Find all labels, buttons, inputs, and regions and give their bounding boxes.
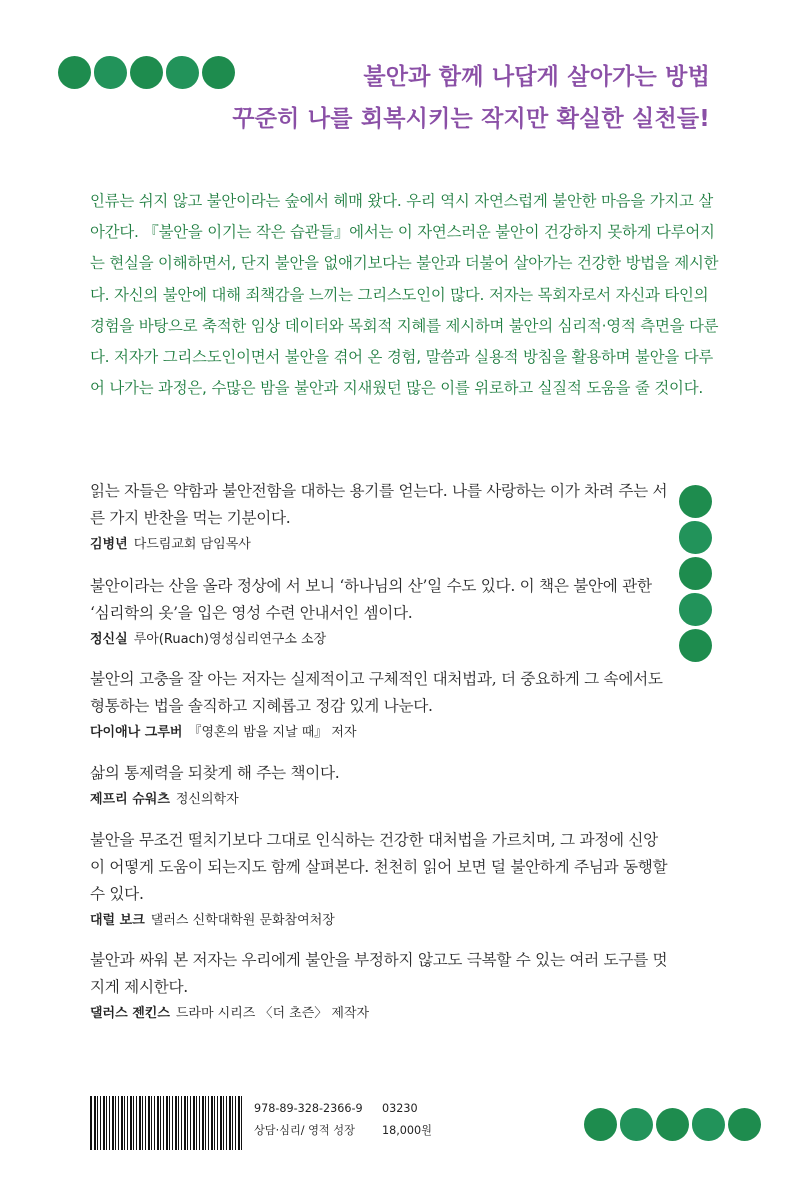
green-dot: [679, 557, 712, 590]
review-author: [90, 1002, 670, 1021]
review-text: 불안이라는 산을 올라 정상에 서 보니 ‘하나님의 산’일 수도 있다. 이 책은 불안에 관한 ‘심리학의 옷’을 입은 영성 수련 안내서인 셈이다.: [90, 577, 652, 622]
isbn-number: 978-89-328-2366-9: [254, 1102, 363, 1115]
green-dot: [202, 56, 235, 89]
book-info: [254, 1098, 432, 1142]
green-dot: [130, 56, 163, 89]
review-author: [90, 533, 670, 552]
reviewer-name: 대럴 보크: [90, 913, 145, 928]
review-text: 읽는 자들은 약함과 불안전함을 대하는 용기를 얻는다. 나를 사랑하는 이가 차려 주는 서른 가지 반찬을 먹는 기분이다.: [90, 482, 668, 527]
book-price: 18,000원: [382, 1124, 432, 1137]
review-author: [90, 788, 670, 807]
headline-line-2: 꾸준히 나를 회복시키는 작지만 확실한 실천들!: [232, 106, 710, 132]
review-author: [90, 721, 670, 740]
review-text: 불안과 싸워 본 저자는 우리에게 불안을 부정하지 않고도 극복할 수 있는 여러 도구를 멋지게 제시한다.: [90, 951, 668, 996]
green-dot: [94, 56, 127, 89]
reviewer-name: 정신실: [90, 632, 128, 647]
review-2: [90, 573, 670, 647]
review-text: 불안의 고충을 잘 아는 저자는 실제적이고 구체적인 대처법과, 더 중요하게 그 속에서도 형통하는 법을 솔직하고 지혜롭고 정감 있게 나눈다.: [90, 670, 663, 715]
review-author: [90, 628, 670, 647]
book-category: 상담·심리/ 영적 성장: [254, 1124, 355, 1137]
dots-right-column: [679, 485, 712, 662]
reviewer-name: 김병년: [90, 537, 128, 552]
green-dot: [166, 56, 199, 89]
green-dot: [656, 1108, 689, 1141]
green-dot: [679, 629, 712, 662]
review-6: [90, 947, 670, 1021]
reviewer-role: 루아(Ruach)영성심리연구소 소장: [133, 632, 327, 647]
green-dot: [679, 485, 712, 518]
reviewer-name: 제프리 슈워츠: [90, 792, 170, 807]
green-dot: [679, 521, 712, 554]
dots-bottom-right: [584, 1108, 761, 1141]
review-author: [90, 909, 670, 928]
green-dot: [679, 593, 712, 626]
reviewer-role: 『영혼의 밤을 지날 때』 저자: [188, 725, 357, 740]
review-text: 삶의 통제력을 되찾게 해 주는 책이다.: [90, 764, 340, 782]
reviewer-role: 드라마 시리즈 〈더 초즌〉 제작자: [175, 1006, 370, 1021]
green-dot: [620, 1108, 653, 1141]
review-5: [90, 827, 670, 928]
reviewer-role: 다드림교회 담임목사: [133, 537, 251, 552]
classification-code: 03230: [382, 1102, 418, 1115]
dots-top-left: [58, 56, 235, 89]
reviewer-role: 댈러스 신학대학원 문화참여처장: [150, 913, 335, 928]
review-1: [90, 478, 670, 552]
review-text: 불안을 무조건 떨치기보다 그대로 인식하는 건강한 대처법을 가르치며, 그 과정에 신앙이 어떻게 도움이 되는지도 함께 살펴본다. 천천히 읽어 보면 덜 불안하게 주님과 동행할 수 있다.: [90, 831, 668, 903]
isbn-barcode: [90, 1096, 243, 1150]
headline-line-1: 불안과 함께 나답게 살아가는 방법: [363, 64, 710, 90]
reviewer-name: 댈러스 젠킨스: [90, 1006, 170, 1021]
green-dot: [584, 1108, 617, 1141]
green-dot: [58, 56, 91, 89]
reviewer-name: 다이애나 그루버: [90, 725, 183, 740]
intro-paragraph: 인류는 쉬지 않고 불안이라는 숲에서 헤매 왔다. 우리 역시 자연스럽게 불안한 마음을 가지고 살아간다. 『불안을 이기는 작은 습관들』에서는 이 자연스러운 불안이 건강하지 못하게 다루어지는 현실을 이해하면서, 단지 불안을 없애기보다는 불안과 더불어 살아가는 건강한 방법을 제시한다. 자신의 불안에 대해 죄책감을 느끼는 그리스도인이 많다. 저자는 목회자로서 자신과 타인의 경험을 바탕으로 축적한 임상 데이터와 목회적 지혜를 제시하며 불안의 심리적·영적 측면을 다룬다. 저자가 그리스도인이면서 불안을 겪어 온 경험, 말씀과 실용적 방침을 활용하며 불안을 다루어 나가는 과정은, 수많은 밤을 불안과 지새웠던 많은 이를 위로하고 실질적 도움을 줄 것이다.: [90, 192, 719, 398]
review-3: [90, 666, 670, 740]
reviewer-role: 정신의학자: [175, 792, 239, 807]
green-dot: [692, 1108, 725, 1141]
review-4: [90, 760, 670, 807]
green-dot: [728, 1108, 761, 1141]
